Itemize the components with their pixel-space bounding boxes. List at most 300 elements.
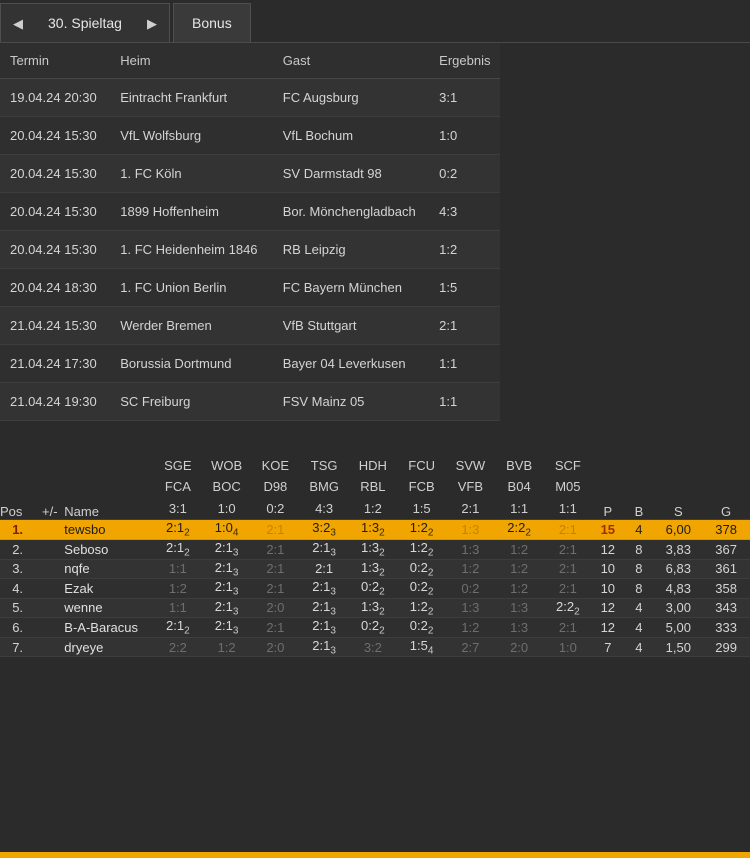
tab-bonus[interactable]: [173, 3, 251, 42]
standings-prediction: [544, 618, 593, 638]
match-away-abbr: BOC: [212, 479, 241, 495]
standings-prediction: [349, 559, 398, 579]
fixture-heim: 1. FC Union Berlin: [110, 269, 273, 307]
prediction-score: 1:0: [214, 520, 233, 536]
fixture-ergebnis: 1:5: [429, 269, 500, 307]
fixture-row[interactable]: [0, 345, 500, 383]
standings-header-row: [0, 455, 750, 520]
prediction-score: 1:3: [461, 522, 480, 538]
prediction-score: 2:1: [214, 618, 233, 634]
prediction-score: 0:2: [409, 579, 428, 595]
standings-row[interactable]: [0, 598, 750, 618]
prev-matchday-icon[interactable]: ◀: [13, 15, 23, 31]
standings-row[interactable]: [0, 618, 750, 638]
prediction-score: 0:2: [409, 559, 428, 575]
standings-header-match[interactable]: [300, 455, 349, 520]
prediction-points: 3: [330, 586, 336, 598]
fixture-ergebnis: 3:1: [429, 79, 500, 117]
match-home-abbr: WOB: [211, 458, 243, 473]
standings-prediction: [397, 579, 446, 599]
match-away-abbr: D98: [263, 479, 288, 495]
standings-s: 4,83: [654, 579, 702, 599]
standings-prediction: [544, 637, 593, 657]
fixture-heim: 1. FC Heidenheim 1846: [110, 231, 273, 269]
fixture-ergebnis: 1:1: [429, 383, 500, 421]
standings-b: 4: [623, 618, 654, 638]
prediction-points: 3: [330, 625, 336, 637]
prediction-score: 1:3: [361, 520, 380, 536]
standings-prediction: [202, 598, 251, 618]
standings-header-s[interactable]: S: [654, 455, 702, 520]
fixture-gast: Bor. Mönchengladbach: [273, 193, 429, 231]
match-home-abbr: SCF: [554, 458, 581, 473]
prediction-points: 3: [330, 645, 336, 657]
standings-prediction: [154, 539, 203, 559]
next-matchday-icon[interactable]: ▶: [146, 15, 157, 31]
standings-plusminus: [35, 579, 64, 599]
standings-points: 12: [592, 598, 623, 618]
standings-prediction: [544, 539, 593, 559]
prediction-score: 2:2: [556, 598, 575, 614]
prediction-score: 2:1: [214, 559, 233, 575]
standings-s: 6,00: [654, 520, 702, 540]
prediction-score: 2:1: [214, 579, 233, 595]
standings-prediction: [300, 559, 349, 579]
tab-bonus-label: Bonus: [192, 15, 232, 31]
prediction-score: 2:0: [510, 639, 529, 655]
prediction-score: 1:2: [409, 520, 428, 536]
standings-row[interactable]: [0, 559, 750, 579]
standings-prediction: [495, 579, 544, 599]
standings-row[interactable]: [0, 520, 750, 540]
standings-prediction: [544, 520, 593, 540]
prediction-score: 2:1: [312, 579, 331, 595]
prediction-score: 1:5: [409, 637, 428, 653]
standings-prediction: [300, 539, 349, 559]
prediction-score: 0:2: [361, 618, 380, 634]
standings-position: 6.: [0, 618, 35, 638]
standings-g: 343: [702, 598, 750, 618]
prediction-points: 2: [184, 527, 190, 539]
fixture-gast: FC Augsburg: [273, 79, 429, 117]
prediction-score: 2:1: [166, 618, 185, 634]
prediction-score: 1:3: [461, 541, 480, 557]
standings-header-match[interactable]: [397, 455, 446, 520]
standings-b: 8: [623, 539, 654, 559]
standings-prediction: [251, 618, 300, 638]
standings-points: 10: [592, 559, 623, 579]
standings-position: 7.: [0, 637, 35, 657]
prediction-points: 2: [427, 606, 434, 618]
prediction-score: 2:1: [166, 539, 185, 555]
standings-header-b[interactable]: B: [623, 455, 654, 520]
bottom-accent-bar: [0, 852, 750, 858]
prediction-score: 3:2: [312, 520, 331, 536]
standings-prediction: [154, 618, 203, 638]
standings-prediction: [202, 618, 251, 638]
standings-prediction: [349, 539, 398, 559]
standings-prediction: [495, 637, 544, 657]
standings-header-match[interactable]: [544, 455, 593, 520]
standings-prediction: [446, 637, 495, 657]
standings-header-points[interactable]: P: [592, 455, 623, 520]
standings-g: 333: [702, 618, 750, 638]
standings-plusminus: [35, 520, 64, 540]
match-result: 1:0: [217, 500, 236, 516]
prediction-score: 2:1: [558, 561, 577, 577]
prediction-score: 1:3: [461, 600, 480, 616]
standings-header-g[interactable]: G: [702, 455, 750, 520]
match-away-abbr: M05: [555, 479, 581, 495]
standings-player-name[interactable]: Ezak: [64, 579, 153, 599]
standings-plusminus: [35, 618, 64, 638]
standings-prediction: [300, 598, 349, 618]
standings-player-name[interactable]: wenne: [64, 598, 153, 618]
standings-prediction: [495, 539, 544, 559]
fixture-termin: 20.04.24 18:30: [0, 269, 110, 307]
match-home-abbr: TSG: [310, 458, 338, 473]
prediction-points: 2: [427, 547, 434, 559]
prediction-score: 2:7: [461, 639, 480, 655]
standings-plusminus: [35, 637, 64, 657]
fixtures-header-gast: Gast: [273, 43, 429, 79]
standings-prediction: [154, 559, 203, 579]
prediction-points: 2: [525, 527, 531, 539]
standings-prediction: [349, 579, 398, 599]
standings-prediction: [544, 579, 593, 599]
prediction-score: 2:1: [312, 539, 331, 555]
prediction-score: 1:2: [409, 598, 428, 614]
standings-points: 7: [592, 637, 623, 657]
prediction-points: 2: [574, 606, 580, 618]
standings-prediction: [300, 637, 349, 657]
standings-prediction: [300, 520, 349, 540]
standings-header-match[interactable]: [495, 455, 544, 520]
prediction-score: 2:1: [558, 580, 577, 596]
fixture-gast: VfL Bochum: [273, 117, 429, 155]
standings-prediction: [202, 539, 251, 559]
prediction-score: 3:2: [363, 639, 382, 655]
standings-prediction: [300, 579, 349, 599]
standings-prediction: [251, 579, 300, 599]
standings-prediction: [349, 618, 398, 638]
standings-row[interactable]: [0, 539, 750, 559]
fixture-row[interactable]: [0, 269, 500, 307]
fixture-gast: SV Darmstadt 98: [273, 155, 429, 193]
match-result: 1:1: [558, 500, 577, 516]
prediction-points: 2: [427, 586, 434, 598]
prediction-points: 3: [330, 606, 336, 618]
standings-header-match[interactable]: [202, 455, 251, 520]
prediction-score: 0:2: [409, 618, 428, 634]
match-home-abbr: SVW: [455, 458, 486, 473]
prediction-score: 1:0: [558, 639, 577, 655]
standings-prediction: [154, 520, 203, 540]
prediction-points: 2: [379, 527, 385, 539]
fixture-heim: 1899 Hoffenheim: [110, 193, 273, 231]
standings-b: 8: [623, 559, 654, 579]
standings-prediction: [495, 559, 544, 579]
standings-header-match[interactable]: [251, 455, 300, 520]
prediction-points: 3: [232, 606, 239, 618]
standings-points: 15: [592, 520, 623, 540]
fixture-ergebnis: 1:2: [429, 231, 500, 269]
prediction-points: 2: [184, 625, 190, 637]
fixture-gast: VfB Stuttgart: [273, 307, 429, 345]
standings-header-pos[interactable]: Pos: [0, 455, 35, 520]
standings-table: [0, 455, 750, 657]
standings-prediction: [397, 598, 446, 618]
standings-g: 299: [702, 637, 750, 657]
prediction-points: 2: [379, 547, 385, 559]
prediction-score: 2:2: [168, 639, 187, 655]
fixture-ergebnis: 0:2: [429, 155, 500, 193]
fixture-termin: 21.04.24 15:30: [0, 307, 110, 345]
standings-header-name[interactable]: Name: [64, 455, 153, 520]
standings-header-match[interactable]: [446, 455, 495, 520]
prediction-points: 3: [330, 547, 336, 559]
match-home-abbr: HDH: [358, 458, 387, 473]
fixtures-table: [0, 43, 500, 421]
fixture-termin: 21.04.24 19:30: [0, 383, 110, 421]
standings-s: 3,00: [654, 598, 702, 618]
prediction-score: 2:1: [266, 541, 285, 557]
prediction-score: 2:0: [266, 639, 285, 655]
standings-prediction: [202, 637, 251, 657]
match-home-abbr: KOE: [261, 458, 290, 473]
tab-matchday[interactable]: [0, 3, 170, 42]
fixture-row[interactable]: [0, 193, 500, 231]
standings-prediction: [495, 598, 544, 618]
standings-prediction: [251, 539, 300, 559]
match-away-abbr: FCB: [408, 479, 435, 495]
prediction-points: 2: [427, 625, 434, 637]
standings-prediction: [202, 559, 251, 579]
fixture-ergebnis: 1:1: [429, 345, 500, 383]
match-home-abbr: BVB: [506, 458, 533, 473]
fixture-termin: 19.04.24 20:30: [0, 79, 110, 117]
standings-player-name[interactable]: Seboso: [64, 539, 153, 559]
prediction-score: 2:1: [166, 520, 185, 536]
fixture-row[interactable]: [0, 231, 500, 269]
standings-g: 367: [702, 539, 750, 559]
standings-prediction: [251, 637, 300, 657]
fixtures-header-heim: Heim: [110, 43, 273, 79]
fixtures-header-ergebnis: Ergebnis: [429, 43, 500, 79]
prediction-score: 2:1: [312, 637, 331, 653]
standings-prediction: [251, 520, 300, 540]
prediction-points: 2: [379, 625, 385, 637]
prediction-score: 1:2: [461, 561, 480, 577]
standings-plusminus: [35, 598, 64, 618]
fixture-ergebnis: 1:0: [429, 117, 500, 155]
standings-prediction: [154, 579, 203, 599]
standings-prediction: [397, 520, 446, 540]
fixture-row[interactable]: [0, 79, 500, 117]
prediction-points: 3: [232, 567, 239, 579]
standings-s: 1,50: [654, 637, 702, 657]
standings-prediction: [397, 637, 446, 657]
fixture-heim: VfL Wolfsburg: [110, 117, 273, 155]
prediction-points: 3: [232, 547, 239, 559]
standings-prediction: [349, 637, 398, 657]
standings-player-name[interactable]: nqfe: [64, 559, 153, 579]
standings-prediction: [251, 559, 300, 579]
standings-prediction: [446, 559, 495, 579]
match-away-abbr: BMG: [309, 479, 339, 495]
prediction-score: 1:3: [361, 559, 380, 575]
fixture-row[interactable]: [0, 117, 500, 155]
standings-prediction: [446, 618, 495, 638]
standings-position: 3.: [0, 559, 35, 579]
prediction-score: 2:0: [266, 600, 285, 616]
prediction-points: 2: [379, 586, 385, 598]
prediction-points: 4: [427, 645, 434, 657]
prediction-score: 1:3: [510, 620, 529, 636]
fixture-termin: 20.04.24 15:30: [0, 155, 110, 193]
standings-position: 4.: [0, 579, 35, 599]
prediction-score: 2:1: [315, 561, 334, 577]
standings-player-name[interactable]: tewsbo: [64, 520, 153, 540]
standings-g: 358: [702, 579, 750, 599]
standings-b: 4: [623, 637, 654, 657]
standings-prediction: [446, 520, 495, 540]
fixture-gast: FC Bayern München: [273, 269, 429, 307]
match-result: 1:1: [510, 500, 529, 516]
prediction-score: 1:1: [168, 600, 187, 616]
prediction-score: 1:3: [361, 539, 380, 555]
match-result: 1:2: [363, 500, 382, 516]
tab-bar: [0, 0, 750, 43]
standings-prediction: [202, 520, 251, 540]
fixture-gast: FSV Mainz 05: [273, 383, 429, 421]
fixture-heim: Eintracht Frankfurt: [110, 79, 273, 117]
fixture-row[interactable]: [0, 383, 500, 421]
fixtures-header-termin: Termin: [0, 43, 110, 79]
fixture-gast: RB Leipzig: [273, 231, 429, 269]
fixture-heim: Werder Bremen: [110, 307, 273, 345]
prediction-score: 1:2: [217, 639, 236, 655]
standings-prediction: [544, 598, 593, 618]
fixture-termin: 20.04.24 15:30: [0, 193, 110, 231]
matchday-label: 30. Spieltag: [48, 15, 122, 31]
standings-header-match[interactable]: [349, 455, 398, 520]
fixture-row[interactable]: [0, 307, 500, 345]
standings-prediction: [397, 539, 446, 559]
prediction-score: 1:2: [168, 580, 187, 596]
fixtures-header-row: [0, 43, 500, 79]
standings-prediction: [446, 539, 495, 559]
match-result: 2:1: [461, 500, 480, 516]
standings-s: 3,83: [654, 539, 702, 559]
standings-prediction: [251, 598, 300, 618]
standings-points: 10: [592, 579, 623, 599]
prediction-score: 2:1: [558, 620, 577, 636]
fixture-heim: SC Freiburg: [110, 383, 273, 421]
standings-prediction: [300, 618, 349, 638]
fixture-ergebnis: 2:1: [429, 307, 500, 345]
prediction-score: 2:1: [558, 541, 577, 557]
prediction-points: 2: [379, 567, 385, 579]
standings-prediction: [349, 520, 398, 540]
prediction-score: 1:2: [510, 541, 529, 557]
fixture-gast: Bayer 04 Leverkusen: [273, 345, 429, 383]
fixture-row[interactable]: [0, 155, 500, 193]
prediction-score: 0:2: [461, 580, 480, 596]
standings-row[interactable]: [0, 579, 750, 599]
prediction-score: 1:3: [361, 598, 380, 614]
fixture-termin: 21.04.24 17:30: [0, 345, 110, 383]
match-home-abbr: SGE: [164, 458, 192, 473]
prediction-score: 2:1: [558, 522, 577, 538]
match-result: 1:5: [412, 500, 431, 516]
standings-position: 2.: [0, 539, 35, 559]
standings-header-plusminus[interactable]: +/-: [35, 455, 64, 520]
prediction-score: 2:1: [266, 620, 285, 636]
prediction-score: 2:1: [214, 539, 233, 555]
fixture-ergebnis: 4:3: [429, 193, 500, 231]
prediction-score: 2:1: [214, 598, 233, 614]
standings-position: 5.: [0, 598, 35, 618]
prediction-points: 3: [232, 586, 239, 598]
prediction-score: 1:2: [510, 561, 529, 577]
standings-player-name[interactable]: B-A-Baracus: [64, 618, 153, 638]
prediction-score: 2:1: [312, 598, 331, 614]
prediction-score: 1:2: [461, 620, 480, 636]
match-away-abbr: B04: [507, 479, 531, 495]
standings-position: 1.: [0, 520, 35, 540]
prediction-score: 2:1: [312, 618, 331, 634]
prediction-points: 2: [427, 527, 434, 539]
standings-points: 12: [592, 539, 623, 559]
prediction-points: 4: [232, 527, 239, 539]
standings-s: 6,83: [654, 559, 702, 579]
standings-b: 4: [623, 520, 654, 540]
standings-g: 378: [702, 520, 750, 540]
standings-prediction: [495, 618, 544, 638]
match-result: 0:2: [266, 500, 285, 516]
standings-player-name[interactable]: dryeye: [64, 637, 153, 657]
prediction-score: 1:2: [510, 580, 529, 596]
fixture-heim: Borussia Dortmund: [110, 345, 273, 383]
prediction-score: 1:1: [168, 561, 187, 577]
standings-row[interactable]: [0, 637, 750, 657]
standings-prediction: [446, 598, 495, 618]
match-away-abbr: FCA: [164, 479, 191, 495]
standings-points: 12: [592, 618, 623, 638]
prediction-points: 2: [184, 547, 190, 559]
prediction-score: 2:1: [266, 580, 285, 596]
match-result: 4:3: [315, 500, 334, 516]
match-away-abbr: VFB: [457, 479, 484, 495]
fixture-termin: 20.04.24 15:30: [0, 231, 110, 269]
prediction-points: 2: [427, 567, 434, 579]
standings-prediction: [397, 559, 446, 579]
standings-s: 5,00: [654, 618, 702, 638]
standings-prediction: [397, 618, 446, 638]
standings-prediction: [154, 637, 203, 657]
prediction-score: 2:1: [266, 522, 285, 538]
fixture-termin: 20.04.24 15:30: [0, 117, 110, 155]
standings-header-match[interactable]: [154, 455, 203, 520]
match-away-abbr: RBL: [360, 479, 386, 495]
standings-prediction: [202, 579, 251, 599]
standings-b: 4: [623, 598, 654, 618]
standings-b: 8: [623, 579, 654, 599]
standings-prediction: [349, 598, 398, 618]
match-home-abbr: FCU: [408, 458, 435, 473]
fixture-heim: 1. FC Köln: [110, 155, 273, 193]
